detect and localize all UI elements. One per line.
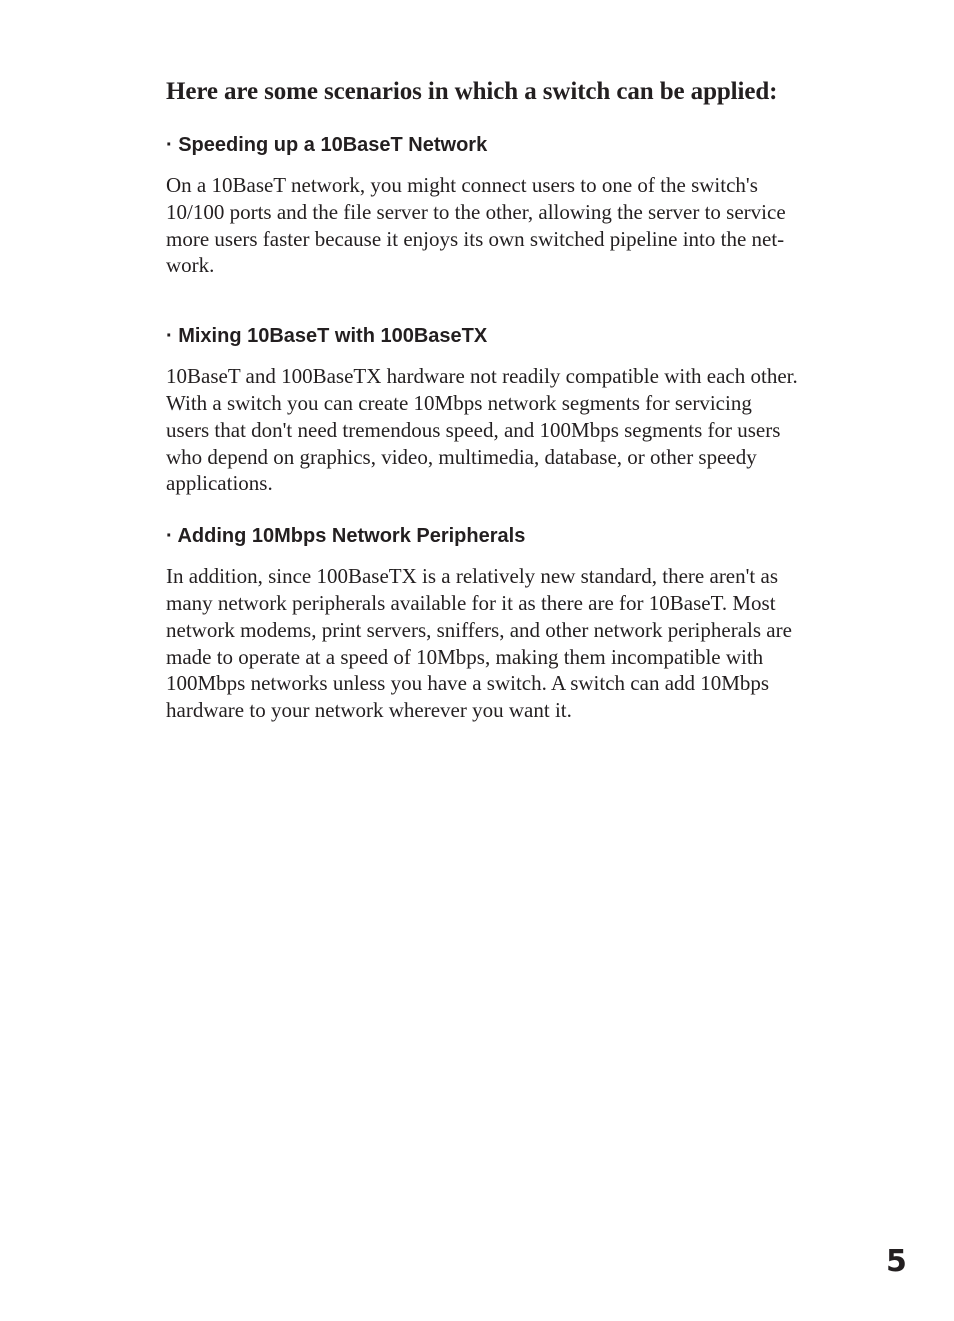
section-title: · Adding 10Mbps Network Peripherals	[166, 525, 526, 548]
page-number: 5	[886, 1244, 907, 1279]
section-body: In addition, since 100BaseTX is a relatively new standard, there aren't as many network peripherals available for it as there are for 10BaseT. Most network modems, print servers, sniffers, and other network peripherals are made to operate at a speed of 10Mbps, making them incompatible with 100Mbps networks unless you have a switch. A switch can add 10Mbps hardware to your network wherever you want it.	[166, 564, 792, 723]
section-speeding-up	[166, 132, 846, 279]
section-title: · Mixing 10BaseT with 100BaseTX	[166, 325, 488, 348]
section-title: · Speeding up a 10BaseT Network	[166, 134, 488, 156]
page-content	[166, 76, 846, 724]
section-body: 10BaseT and 100BaseTX hardware not readily compatible with each other. With a switch you can create 10Mbps network segments for servicing users that don't need tremendous speed, and 100Mbps segments for users who depend on graphics, video, multimedia, database, or other speedy applications.	[166, 364, 798, 496]
section-mixing	[166, 323, 846, 497]
section-body: On a 10BaseT network, you might connect users to one of the switch's 10/100 ports and the file server to the other, allowing the server to service more users faster because it enjoys its own switched pipeline into the net- work.	[166, 173, 786, 278]
section-adding-peripherals	[166, 523, 846, 724]
page-heading: Here are some scenarios in which a switch can be applied:	[166, 78, 778, 105]
